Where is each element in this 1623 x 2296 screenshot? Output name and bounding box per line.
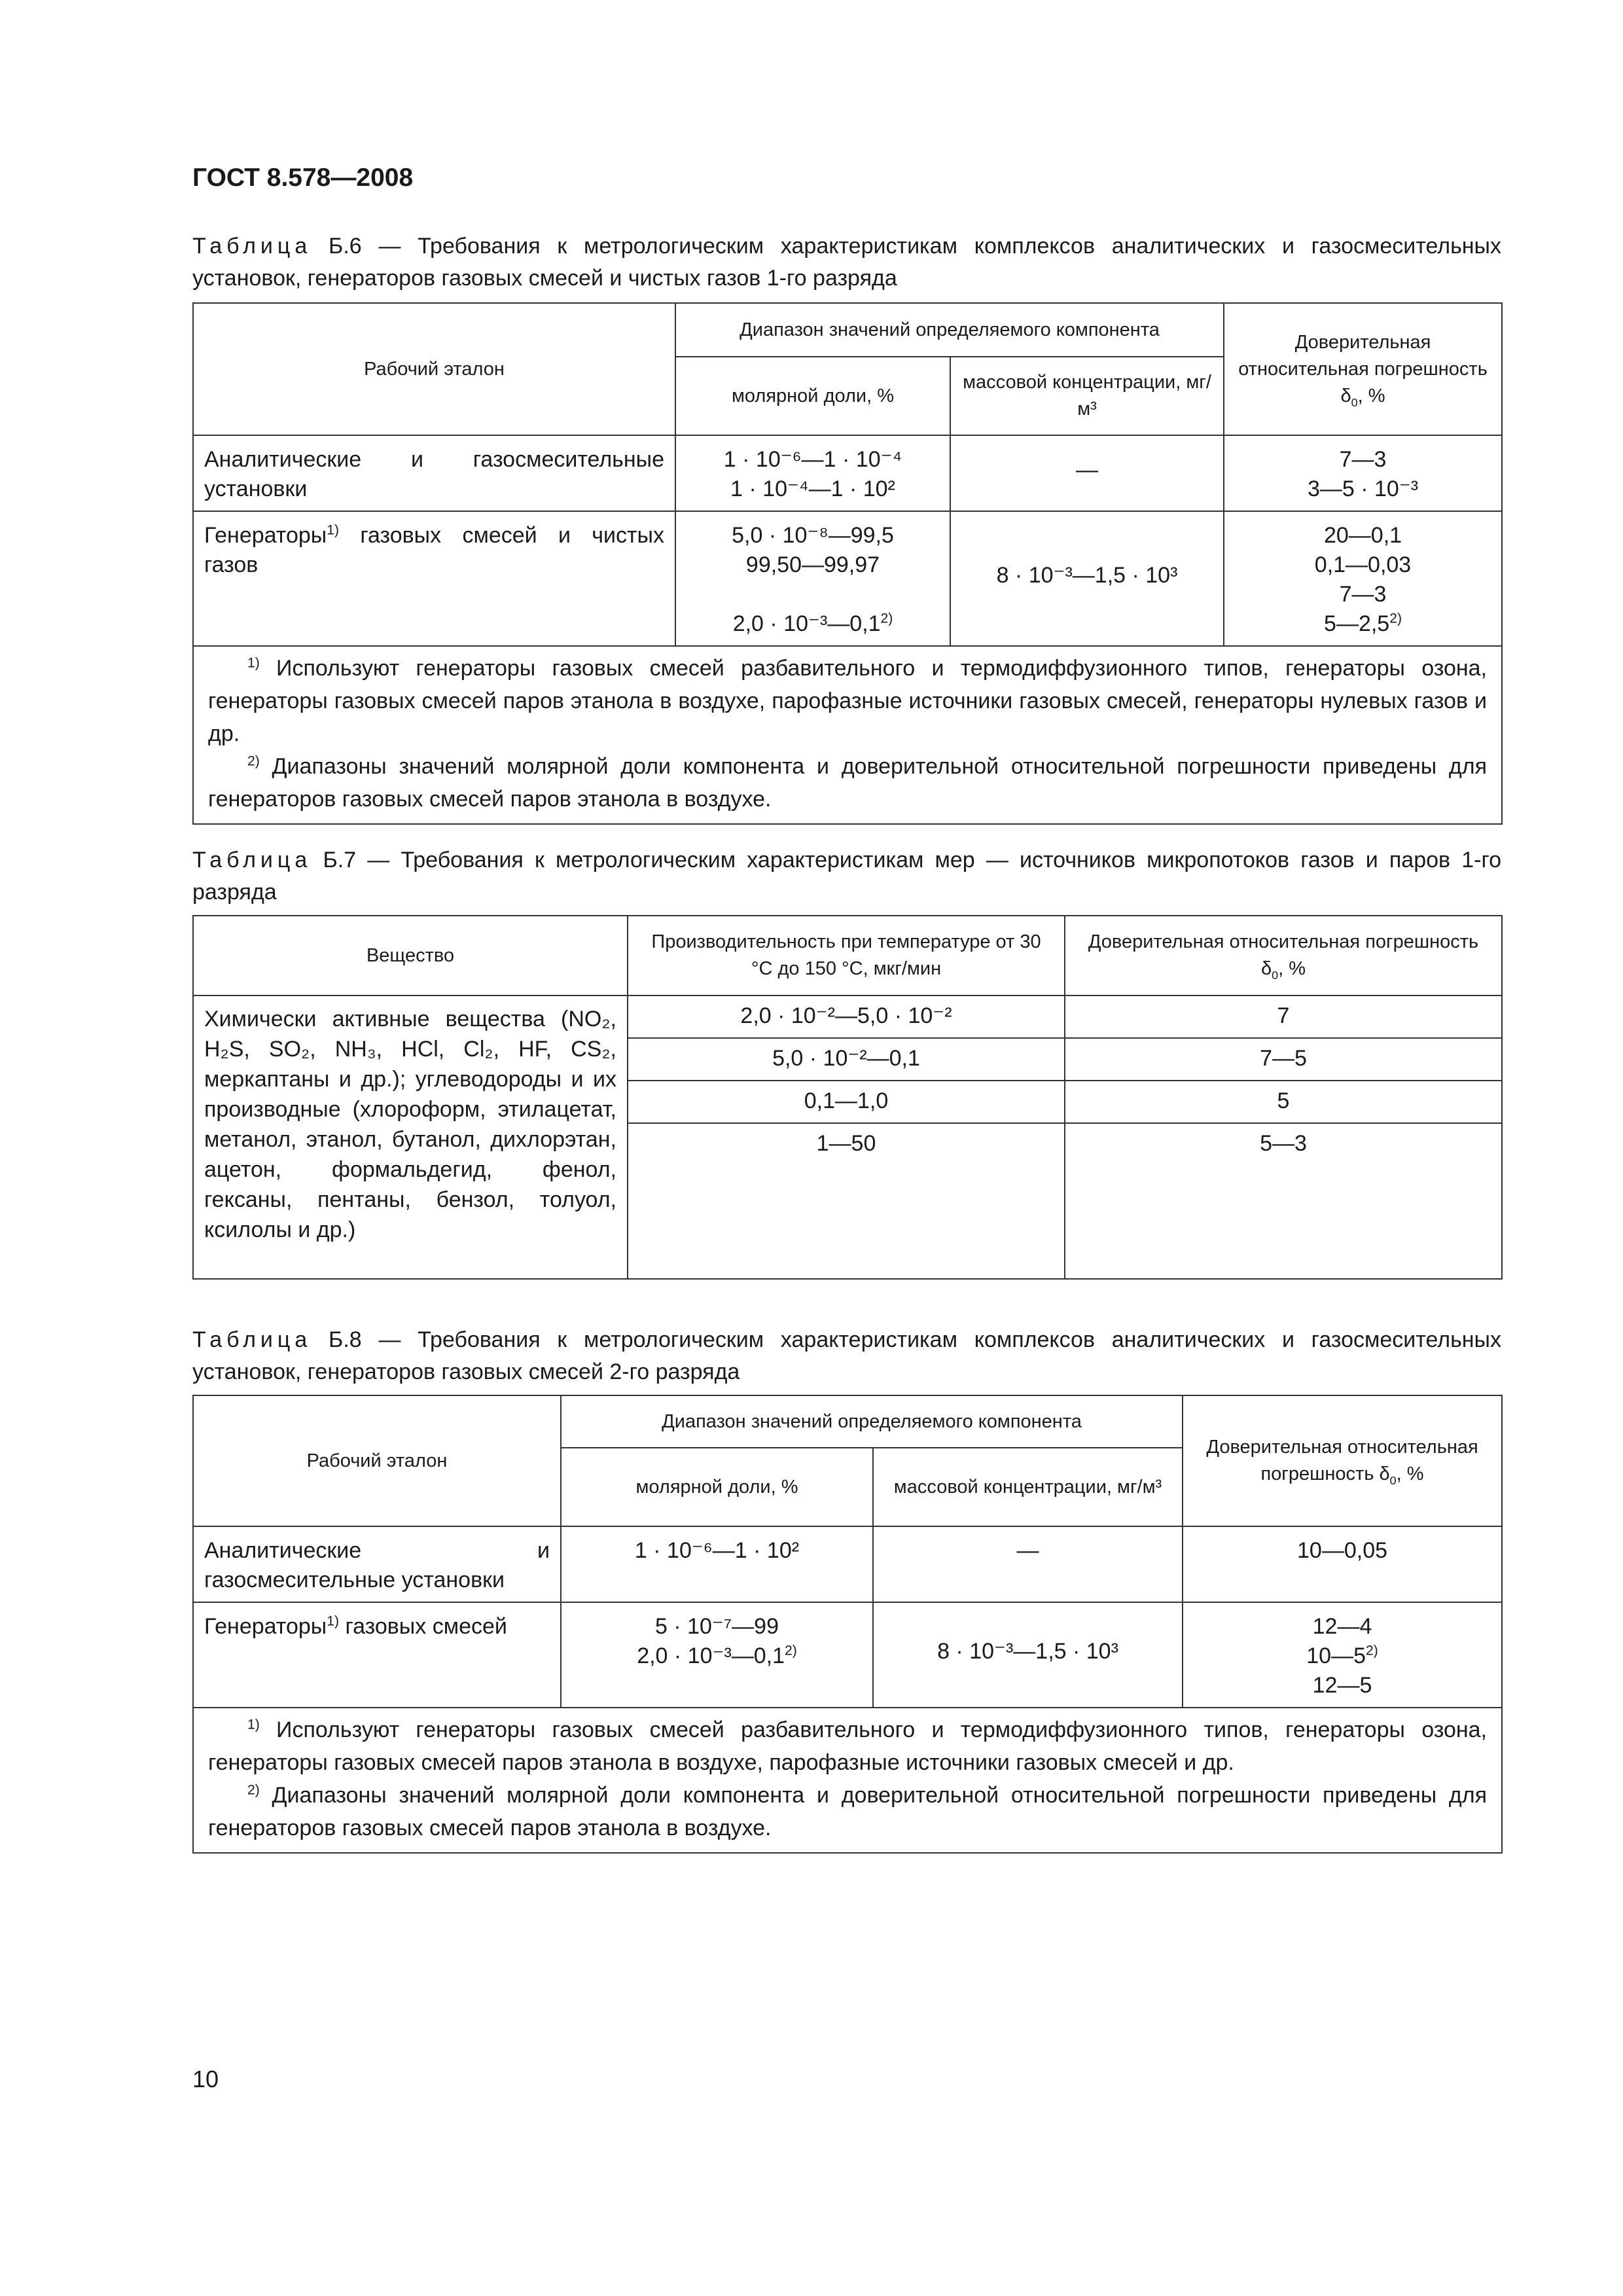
table-label: Таблица xyxy=(192,848,312,872)
page-number: 10 xyxy=(192,2066,219,2092)
substance-cell: Химически активные вещества (NO₂, H₂S, SO₂, NH₃, HCl, Cl₂, HF, CS₂, меркаптаны и др.); углеводороды и их производные (хлороформ, этилацетат, метанол, этанол, бутанол, дихлорэтан, ацетон, формальдегид, фенол, гексаны, пентаны, бензол, толуол, ксилолы и др.) xyxy=(193,996,628,1279)
table-b7-caption xyxy=(192,844,1501,908)
header-standard: Рабочий эталон xyxy=(193,303,675,435)
row-error: 7 xyxy=(1065,996,1502,1038)
row-error: 7—5 xyxy=(1065,1038,1502,1081)
table-b8 xyxy=(192,1395,1503,1854)
table-notes: $^{1)}$ Используют генераторы газовых смесей разбавительного и термодиффузионного типов, генераторы озона, генераторы газовых смесей паров этанола в воздухе, парофазные источники газовых смесей, генераторы нулевых газов и др. $^{2)}$ Диапазоны значений молярной доли компонента и доверительной относительной погрешности приведены для генераторов газовых смесей паров этанола в воздухе. xyxy=(193,646,1502,824)
row-molar: 5,0 · 10⁻⁸—99,5 99,50—99,97 $2,0 \cdot 10^{-3}—0,1^{2)}$ xyxy=(675,511,950,646)
header-error: Доверительная относительная погрешность $\delta_0$, % xyxy=(1224,303,1502,435)
header-range: Диапазон значений определяемого компонента xyxy=(561,1395,1183,1448)
header-error: Доверительная относительная погрешность $\delta_0$, % xyxy=(1065,916,1502,996)
table-label: Таблица xyxy=(192,234,312,259)
header-substance: Вещество xyxy=(193,916,628,996)
header-range: Диапазон значений определяемого компонента xyxy=(675,303,1224,357)
table-label: Таблица xyxy=(192,1327,312,1352)
row-error: 7—3 3—5 · 10⁻³ xyxy=(1224,435,1502,511)
row-productivity: 5,0 · 10⁻²—0,1 xyxy=(628,1038,1065,1081)
row-molar: 1 · 10⁻⁶—1 · 10⁻⁴ 1 · 10⁻⁴—1 · 10² xyxy=(675,435,950,511)
row-error: 12—4 10—5$^{2)}$ 12—5 xyxy=(1183,1602,1502,1708)
row-mass: — xyxy=(950,435,1224,511)
row-name: Аналитические и газосмесительные установки xyxy=(193,1526,561,1602)
row-error: 10—0,05 xyxy=(1183,1526,1502,1602)
row-name: Генераторы$^{1)}$ газовых смесей xyxy=(193,1602,561,1708)
row-productivity: 0,1—1,0 xyxy=(628,1081,1065,1123)
row-mass: 8 · 10⁻³—1,5 · 10³ xyxy=(950,511,1224,646)
table-b6 xyxy=(192,302,1503,825)
table-notes: $^{1)}$ Используют генераторы газовых смесей разбавительного и термодиффузионного типов, генераторы озона, генераторы газовых смесей паров этанола в воздухе, парофазные источники газовых смесей и др. $^{2)}$ Диапазоны значений молярной доли компонента и доверительной относительной погрешности приведены для генераторов газовых смесей паров этанола в воздухе. xyxy=(193,1708,1502,1853)
document-header: ГОСТ 8.578—2008 xyxy=(192,164,414,192)
row-mass: — xyxy=(873,1526,1183,1602)
row-error: 20—0,1 0,1—0,03 7—3 5—2,5$^{2)}$ xyxy=(1224,511,1502,646)
table-b7 xyxy=(192,915,1503,1280)
header-productivity: Производительность при температуре от 30 °С до 150 °С, мкг/мин xyxy=(628,916,1065,996)
row-name: Генераторы$^{1)}$ газовых смесей и чистых газов xyxy=(193,511,675,646)
table-number: Б.8 xyxy=(329,1327,362,1352)
header-standard: Рабочий эталон xyxy=(193,1395,561,1526)
row-molar: 5 · 10⁻⁷—99 $2,0 \cdot 10^{-3}—0,1^{2)}$ xyxy=(561,1602,873,1708)
row-productivity: 1—50 xyxy=(628,1123,1065,1279)
header-mass: массовой концентрации, мг/м³ xyxy=(873,1448,1183,1526)
header-mass: массовой концентрации, мг/м³ xyxy=(950,357,1224,435)
header-molar: молярной доли, % xyxy=(675,357,950,435)
row-error: 5 xyxy=(1065,1081,1502,1123)
table-number: Б.6 xyxy=(329,234,362,259)
table-number: Б.7 xyxy=(323,848,357,872)
header-molar: молярной доли, % xyxy=(561,1448,873,1526)
table-b8-caption xyxy=(192,1324,1501,1388)
row-name: Аналитические и газосмесительные установки xyxy=(193,435,675,511)
row-mass: 8 · 10⁻³—1,5 · 10³ xyxy=(873,1602,1183,1708)
row-molar: 1 · 10⁻⁶—1 · 10² xyxy=(561,1526,873,1602)
row-error: 5—3 xyxy=(1065,1123,1502,1279)
header-error: Доверительная относительная погрешность $\delta_0$, % xyxy=(1183,1395,1502,1526)
table-title: — Требования к метрологическим характеристикам мер — источников микропотоков газов и паров 1-го разряда xyxy=(192,848,1502,905)
row-productivity: 2,0 · 10⁻²—5,0 · 10⁻² xyxy=(628,996,1065,1038)
table-b6-caption xyxy=(192,230,1501,295)
table-title: — Требования к метрологическим характеристикам комплексов аналитических и газосмесительных установок, генераторов газовых смесей 2-го разряда xyxy=(192,1327,1501,1384)
table-title: — Требования к метрологическим характеристикам комплексов аналитических и газосмесительных установок, генераторов газовых смесей и чистых газов 1-го разряда xyxy=(192,234,1501,291)
